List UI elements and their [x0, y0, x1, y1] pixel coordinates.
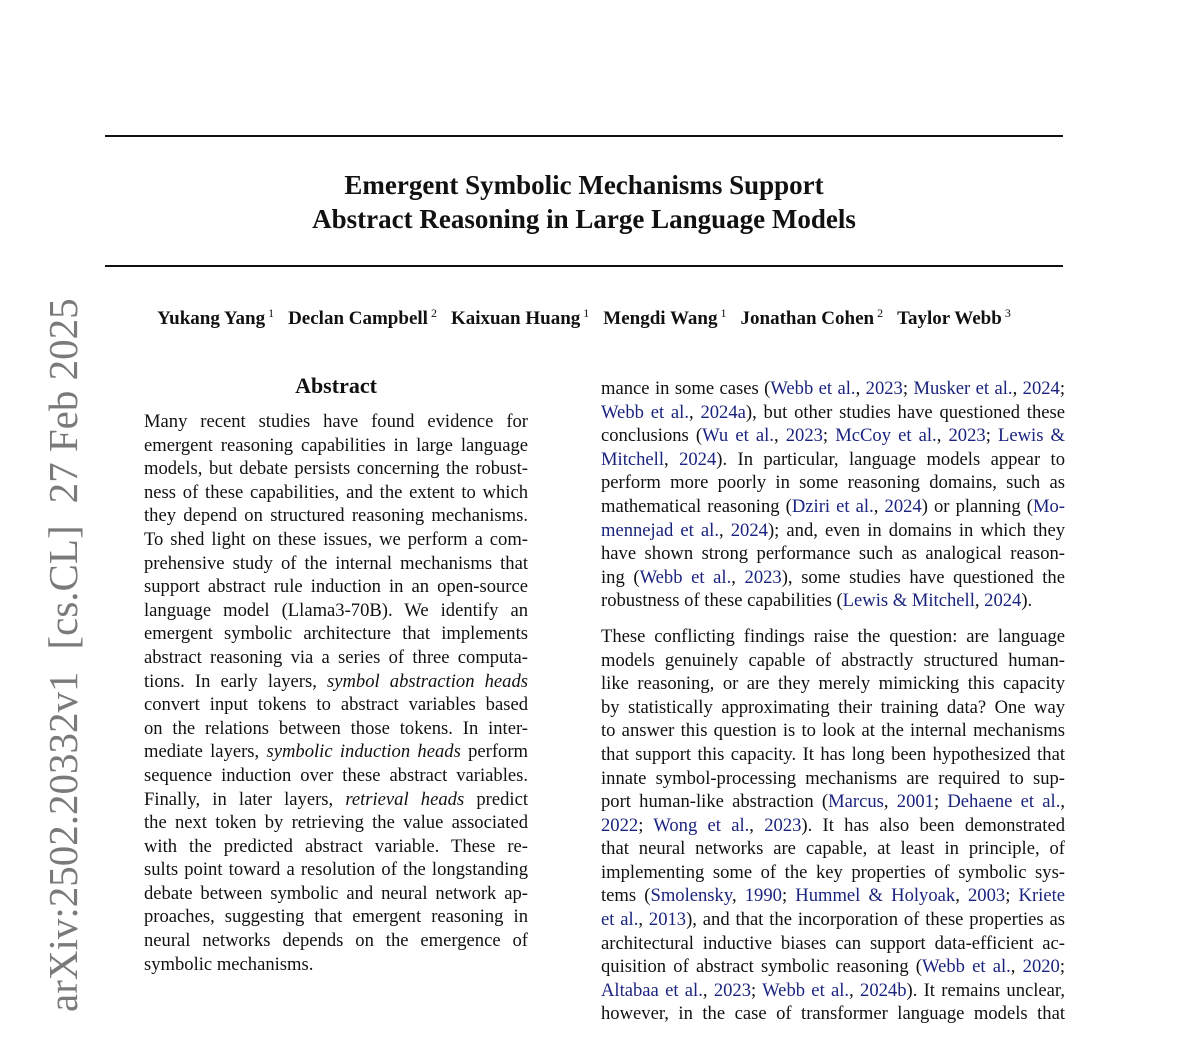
citation-link[interactable]: 2024b — [860, 979, 907, 1001]
body-paragraph — [601, 625, 1065, 1026]
text-segment: ). It remains unclear, — [906, 979, 1066, 1001]
author-list — [105, 306, 1063, 330]
text-segment: , — [1060, 791, 1066, 813]
text-segment: prehensive study of the internal mechanisms that — [144, 552, 528, 574]
text-line — [144, 717, 528, 741]
text-line — [601, 589, 1065, 613]
text-segment: models, but debate persists concerning the robust- — [144, 458, 528, 480]
text-segment: support abstract rule induction in an open-source — [144, 576, 528, 598]
citation-link[interactable]: mennejad et al. — [601, 519, 719, 541]
text-line — [601, 542, 1065, 566]
text-segment: These conflicting findings raise the question: are language — [601, 625, 1065, 647]
text-segment: , — [638, 909, 649, 931]
text-segment: tems ( — [601, 885, 651, 907]
text-segment: to answer this question is to look at the internal mechanisms — [601, 720, 1065, 742]
text-segment: mathematical reasoning ( — [601, 495, 792, 517]
author-affiliation: 1 — [583, 306, 590, 320]
text-line — [601, 625, 1065, 649]
citation-link[interactable]: Wu et al. — [702, 425, 774, 447]
text-segment: implementing some of the key properties of symbolic sys- — [601, 861, 1065, 883]
citation-link[interactable]: 2023 — [948, 425, 986, 447]
text-segment: ; — [1059, 956, 1065, 978]
text-line — [601, 908, 1065, 932]
author-affiliation: 3 — [1004, 306, 1011, 320]
text-line — [144, 693, 528, 717]
author-affiliation: 2 — [877, 306, 884, 320]
author — [157, 306, 274, 330]
citation-link[interactable]: Hummel & Holyoak — [795, 885, 956, 907]
text-segment: ; — [1005, 885, 1019, 907]
text-segment: ). It has also been demonstrated — [801, 814, 1066, 836]
text-line — [144, 811, 528, 835]
text-line — [601, 932, 1065, 956]
text-line — [144, 646, 528, 670]
text-line — [601, 672, 1065, 696]
text-segment: ). — [1021, 590, 1033, 612]
text-line — [601, 377, 1065, 401]
body-paragraph — [601, 377, 1065, 613]
text-segment: , — [883, 791, 897, 813]
text-line — [601, 861, 1065, 885]
text-segment: , — [855, 378, 866, 399]
text-segment: predict — [464, 788, 528, 810]
citation-link[interactable]: Musker et al. — [913, 378, 1013, 399]
citation-link[interactable]: Webb et al. — [601, 401, 689, 423]
text-segment: , — [731, 885, 745, 907]
text-segment: architectural inductive biases can support data-efficient ac- — [601, 932, 1065, 954]
text-line — [601, 448, 1065, 472]
author-name: Yukang Yang — [157, 308, 266, 329]
text-segment: mediate layers, — [144, 741, 267, 763]
text-line — [144, 835, 528, 859]
emphasis-text: symbolic induction heads — [266, 741, 461, 763]
text-line — [144, 905, 528, 929]
text-segment: conclusions ( — [601, 425, 703, 447]
citation-link[interactable]: Mo- — [1032, 495, 1065, 517]
citation-link[interactable]: Webb et al. — [922, 956, 1011, 978]
author — [603, 306, 726, 330]
text-segment: ness of these capabilities, and the extent to which — [144, 481, 528, 503]
text-segment: ), but other studies have questioned these — [745, 401, 1065, 423]
arxiv-sidebar-stamp — [40, 276, 86, 1012]
citation-link[interactable]: Wong et al. — [653, 814, 750, 836]
text-segment: port human-like abstraction ( — [601, 791, 829, 813]
citation-link[interactable]: Dziri et al. — [791, 495, 874, 517]
text-segment: that neural networks are capable, at least in principle, of — [601, 838, 1065, 860]
author-affiliation: 1 — [268, 306, 275, 320]
citation-link[interactable]: 2023 — [713, 979, 751, 1001]
text-segment: , — [664, 448, 680, 470]
citation-link[interactable]: 2022 — [601, 814, 639, 836]
text-line — [601, 814, 1065, 838]
title-line-2: Abstract Reasoning in Large Language Models — [312, 204, 856, 234]
text-line — [601, 743, 1065, 767]
text-line — [601, 519, 1065, 543]
text-segment: by statistically approximating their training data? One way — [601, 696, 1065, 718]
text-segment: abstract reasoning via a series of three computa- — [144, 646, 528, 668]
text-segment: , — [773, 425, 786, 447]
citation-link[interactable]: Smolensky — [650, 885, 732, 907]
body-text-right-column — [601, 377, 1065, 1038]
text-segment: ; — [781, 885, 796, 907]
text-segment: debate between symbolic and neural network ap- — [144, 882, 528, 904]
citation-link[interactable]: 2001 — [896, 791, 934, 813]
text-line — [144, 599, 528, 623]
text-line — [144, 457, 528, 481]
text-line — [601, 566, 1065, 590]
text-segment: on the relations between those tokens. In inter- — [144, 717, 528, 739]
citation-link[interactable]: 2023 — [785, 425, 823, 447]
citation-link[interactable]: 2024 — [984, 590, 1022, 612]
text-line — [144, 764, 528, 788]
text-segment: ; — [638, 814, 654, 836]
text-segment: , — [749, 814, 765, 836]
citation-link[interactable]: Kriete — [1018, 885, 1065, 907]
text-segment: , — [702, 979, 714, 1001]
text-segment: Many recent studies have found evidence for — [144, 411, 528, 432]
arxiv-id: arXiv:2502.20332v1 — [40, 671, 86, 1012]
author — [288, 306, 437, 330]
text-line — [144, 434, 528, 458]
title-top-rule — [105, 135, 1063, 137]
text-line — [144, 481, 528, 505]
text-line — [144, 575, 528, 599]
text-line — [601, 884, 1065, 908]
title-bottom-rule — [105, 265, 1063, 267]
text-line — [601, 424, 1065, 448]
text-line — [144, 953, 528, 977]
text-line — [144, 528, 528, 552]
text-line — [144, 622, 528, 646]
title-line-1: Emergent Symbolic Mechanisms Support — [344, 170, 824, 200]
text-segment: ; — [751, 979, 763, 1001]
text-segment: , — [936, 425, 949, 447]
text-segment: , — [718, 519, 731, 541]
text-segment: symbolic mechanisms. — [144, 953, 314, 975]
text-line — [144, 788, 528, 812]
text-segment: ). In particular, language models appear to — [716, 448, 1066, 470]
citation-link[interactable]: 2024a — [700, 401, 746, 423]
text-segment: To shed light on these issues, we perform a com- — [144, 528, 528, 550]
text-segment: innate symbol-processing mechanisms are required to sup- — [601, 767, 1065, 789]
text-segment: perform more poorly in some reasoning domains, such as — [601, 472, 1065, 494]
text-line — [601, 767, 1065, 791]
arxiv-date: 27 Feb 2025 — [40, 298, 86, 504]
citation-link[interactable]: Lewis & — [997, 425, 1066, 447]
text-segment: , — [1012, 378, 1023, 399]
emphasis-text: symbol abstraction heads — [326, 670, 528, 692]
author-name: Taylor Webb — [897, 308, 1002, 329]
text-line — [144, 552, 528, 576]
text-line — [144, 929, 528, 953]
author-affiliation: 2 — [430, 306, 437, 320]
text-segment: , — [974, 590, 985, 612]
text-segment: quisition of abstract symbolic reasoning ( — [601, 956, 923, 978]
abstract-body — [144, 410, 528, 976]
text-segment: ) or planning ( — [921, 495, 1033, 517]
author-affiliation: 1 — [720, 306, 727, 320]
text-segment: , — [849, 979, 861, 1001]
paper-title — [105, 168, 1063, 236]
text-segment: ; — [1059, 378, 1066, 399]
text-line — [601, 696, 1065, 720]
text-segment: robustness of these capabilities ( — [601, 590, 843, 612]
text-segment: sults point toward a resolution of the longstanding — [144, 859, 528, 881]
text-segment: , — [1010, 956, 1023, 978]
text-segment: , — [955, 885, 968, 907]
author-name: Kaixuan Huang — [450, 308, 581, 329]
text-segment: ing ( — [601, 566, 640, 588]
citation-link[interactable]: 2024 — [679, 448, 717, 470]
citation-link[interactable]: 2013 — [648, 909, 687, 931]
citation-link[interactable]: 1990 — [744, 885, 782, 907]
citation-link[interactable]: et al. — [601, 909, 639, 931]
text-segment: convert input tokens to abstract variables based — [144, 694, 528, 716]
author-name: Jonathan Cohen — [740, 308, 875, 329]
text-line — [144, 882, 528, 906]
citation-link[interactable]: Webb et al. — [762, 979, 850, 1001]
text-segment: , — [731, 566, 745, 588]
text-segment: emergent symbolic architecture that implements — [144, 623, 528, 645]
text-line — [601, 979, 1065, 1003]
text-segment: models genuinely capable of abstractly structured human- — [601, 649, 1065, 671]
text-segment: ; — [902, 378, 914, 399]
citation-link[interactable]: 2024 — [1022, 378, 1060, 399]
text-segment: , — [689, 401, 701, 423]
text-segment: sequence induction over these abstract variables. — [144, 764, 528, 786]
text-line — [601, 495, 1065, 519]
text-segment: they depend on structured reasoning mechanisms. — [144, 505, 528, 527]
text-line — [144, 740, 528, 764]
text-segment: that support this capacity. It has long been hypothesized that — [601, 743, 1065, 765]
text-segment: like reasoning, or are they merely mimicking this capacity — [601, 673, 1065, 695]
text-segment: language model (Llama3-70B). We identify an — [144, 599, 528, 621]
text-segment: ; — [985, 425, 998, 447]
text-segment: ), some studies have questioned the — [781, 566, 1065, 588]
text-segment: , — [873, 495, 885, 517]
text-segment: ), and that the incorporation of these properties as — [686, 909, 1066, 931]
citation-link[interactable]: Webb et al. — [639, 566, 732, 588]
text-segment: neural networks depends on the emergence of — [144, 930, 528, 952]
citation-link[interactable]: Dehaene et al. — [947, 791, 1061, 813]
citation-link[interactable]: 2023 — [865, 378, 903, 399]
text-segment: with the predicted abstract variable. These re- — [144, 835, 528, 857]
text-segment: Finally, in later layers, — [144, 788, 346, 810]
author — [451, 306, 589, 330]
text-line — [601, 401, 1065, 425]
citation-link[interactable]: 2024 — [884, 495, 922, 517]
text-segment: proaches, suggesting that emergent reasoning in — [144, 906, 528, 928]
author-name: Declan Campbell — [288, 308, 428, 329]
text-segment: ); and, even in domains in which they — [767, 519, 1066, 541]
text-line — [601, 719, 1065, 743]
citation-link[interactable]: 2023 — [764, 814, 802, 836]
arxiv-category: [cs.CL] — [40, 525, 86, 650]
citation-link[interactable]: McCoy et al. — [835, 425, 937, 447]
citation-link[interactable]: 2024 — [730, 519, 768, 541]
text-segment: the next token by retrieving the value associated — [144, 812, 528, 834]
citation-link[interactable]: Marcus — [828, 791, 884, 813]
text-line — [144, 858, 528, 882]
text-segment: ; — [822, 425, 836, 447]
citation-link[interactable]: Altabaa et al. — [601, 979, 703, 1001]
text-segment: tions. In early layers, — [144, 670, 327, 692]
text-segment: mance in some cases ( — [601, 378, 771, 399]
text-segment: however, in the case of transformer language models that — [601, 1003, 1065, 1025]
text-line — [601, 955, 1065, 979]
text-line — [144, 410, 528, 434]
text-line — [601, 471, 1065, 495]
author — [897, 306, 1011, 330]
citation-link[interactable]: 2020 — [1022, 956, 1060, 978]
text-segment: emergent reasoning capabilities in large language — [144, 434, 528, 456]
text-line — [601, 1002, 1065, 1026]
emphasis-text: retrieval heads — [345, 788, 465, 810]
citation-link[interactable]: Webb et al. — [770, 378, 856, 399]
abstract-heading: Abstract — [295, 373, 377, 398]
text-line — [601, 649, 1065, 673]
citation-link[interactable]: 2003 — [968, 885, 1006, 907]
text-segment: perform — [460, 741, 528, 763]
citation-link[interactable]: Mitchell — [601, 448, 664, 470]
text-line — [601, 790, 1065, 814]
text-line — [144, 670, 528, 694]
text-segment: have shown strong performance such as analogical reason- — [601, 543, 1065, 565]
text-line — [601, 837, 1065, 861]
citation-link[interactable]: Lewis & Mitchell — [842, 590, 975, 612]
text-segment: ; — [933, 791, 948, 813]
author — [741, 306, 884, 330]
citation-link[interactable]: 2023 — [744, 566, 782, 588]
author-name: Mengdi Wang — [603, 308, 718, 329]
text-line — [144, 504, 528, 528]
